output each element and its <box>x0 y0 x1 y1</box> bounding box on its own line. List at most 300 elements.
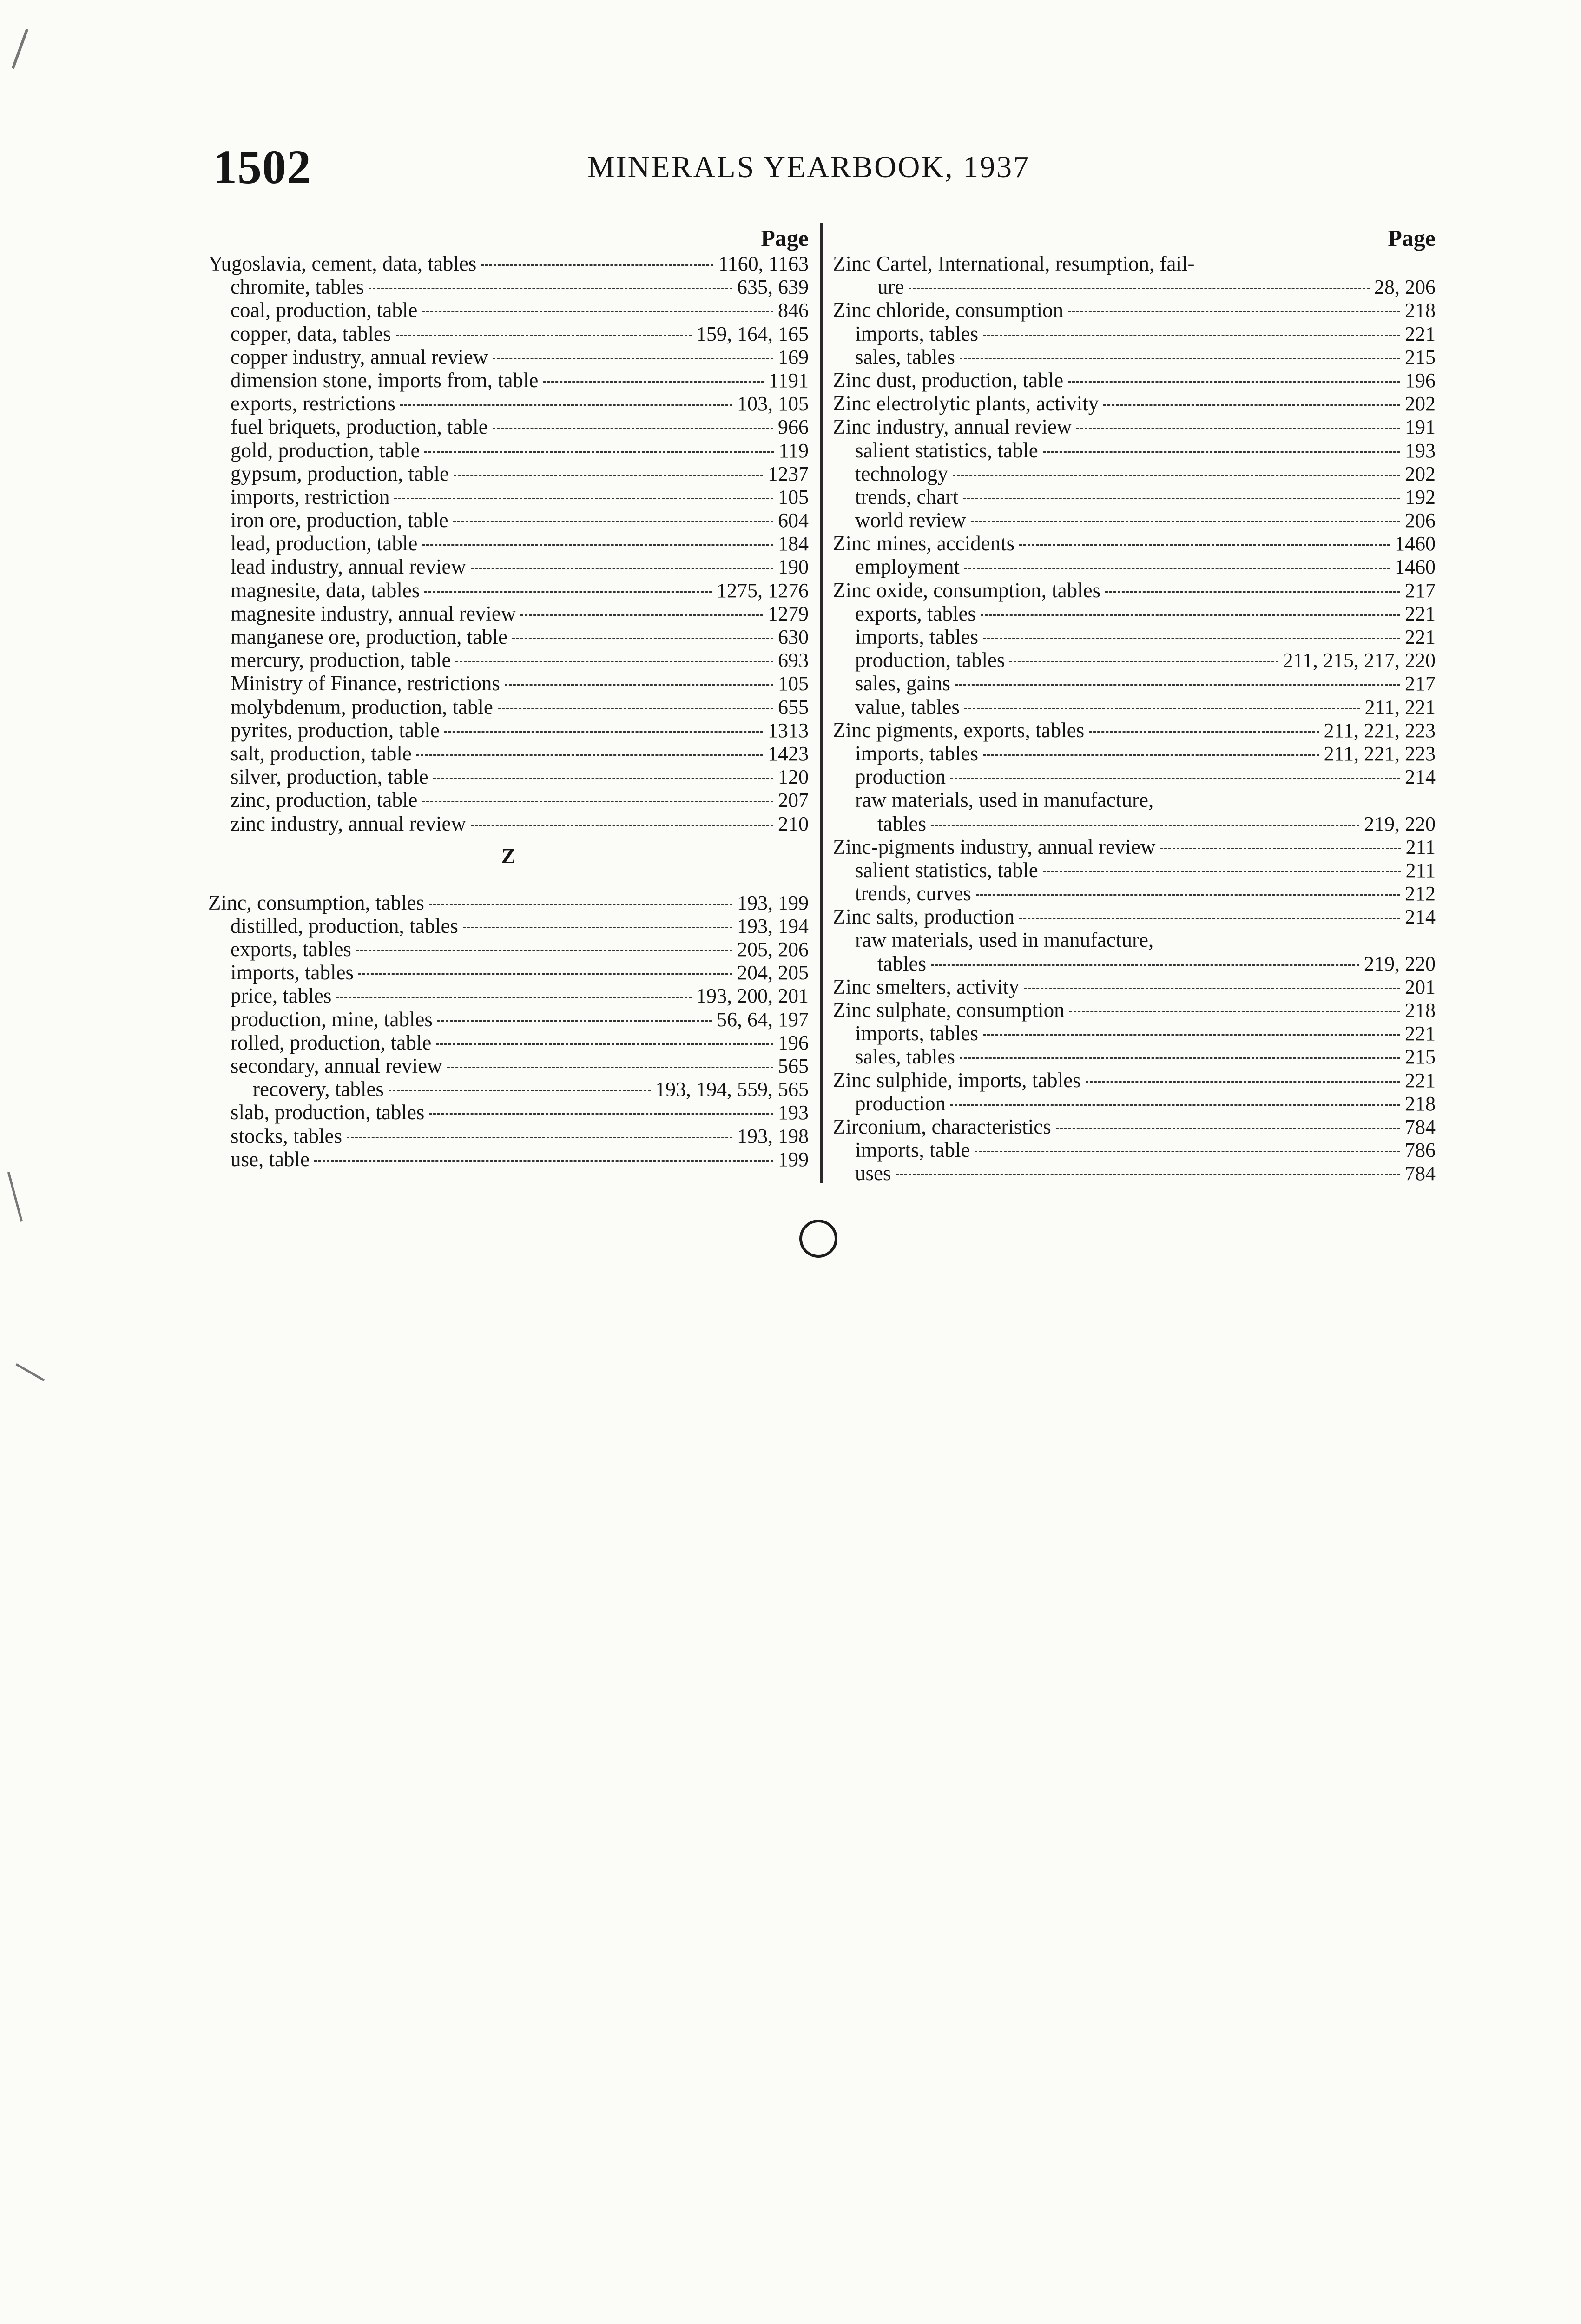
index-entry <box>833 1138 1436 1162</box>
index-entry-text: distilled, production, tables <box>231 914 458 938</box>
index-entry <box>833 1115 1436 1138</box>
index-entry <box>208 812 809 835</box>
index-entry-text: production, mine, tables <box>231 1007 433 1031</box>
index-entry-text: Zinc-pigments industry, annual review <box>833 835 1156 858</box>
page-reference: 120 <box>778 766 809 789</box>
index-entry-text: imports, restriction <box>231 485 390 508</box>
index-entry-text: uses <box>855 1162 891 1185</box>
page-reference: 193 <box>778 1101 809 1124</box>
index-entry <box>833 905 1436 928</box>
page-reference: 214 <box>1405 905 1436 929</box>
page-reference: 1275, 1276 <box>717 579 809 602</box>
index-entry <box>833 322 1436 345</box>
end-of-index-circle-mark <box>799 1220 837 1258</box>
index-entry-text: sales, tables <box>855 345 955 369</box>
index-entry <box>833 345 1436 369</box>
index-entry-text: Zinc pigments, exports, tables <box>833 718 1085 742</box>
page-reference: 212 <box>1405 882 1436 905</box>
index-entry-text: imports, tables <box>231 961 354 984</box>
dot-leader <box>424 591 712 593</box>
index-entry <box>833 858 1436 882</box>
index-entry <box>208 275 809 298</box>
index-entry <box>833 952 1436 975</box>
dot-leader <box>960 1057 1400 1059</box>
dot-leader <box>394 498 773 499</box>
index-entry-text: magnesite industry, annual review <box>231 601 516 625</box>
page-reference: 215 <box>1405 345 1436 369</box>
index-entry-text: silver, production, table <box>231 765 428 789</box>
page-reference: 202 <box>1405 392 1436 416</box>
index-entry <box>833 928 1436 951</box>
index-entry <box>208 1124 809 1148</box>
index-entry-text: exports, tables <box>855 601 976 625</box>
index-entry-text: fuel briquets, production, table <box>231 415 488 439</box>
index-entry <box>208 914 809 938</box>
page-reference: 119 <box>778 439 809 462</box>
dot-leader <box>471 825 773 826</box>
index-entry <box>833 648 1436 672</box>
index-entry <box>208 1008 809 1031</box>
page-number: 1502 <box>213 140 311 194</box>
index-entry <box>833 975 1436 998</box>
index-column-left <box>208 224 809 1171</box>
page-reference: 221 <box>1405 1022 1436 1045</box>
page-reference: 1160, 1163 <box>718 252 809 275</box>
index-entry <box>833 1045 1436 1068</box>
index-entry <box>208 252 809 275</box>
index-entry-text: world review <box>855 508 966 532</box>
page-reference: 191 <box>1405 416 1436 439</box>
page-reference: 211 <box>1405 858 1436 882</box>
index-entry <box>208 462 809 485</box>
page-reference: 221 <box>1405 602 1436 625</box>
index-entry <box>208 695 809 719</box>
dot-leader <box>931 964 1359 966</box>
index-entry-text: value, tables <box>855 695 960 719</box>
index-entry-text: zinc industry, annual review <box>231 812 466 835</box>
index-entry-text: price, tables <box>231 984 332 1008</box>
index-entry <box>833 998 1436 1022</box>
index-entry <box>833 555 1436 578</box>
index-entry <box>833 275 1436 298</box>
page-reference: 786 <box>1405 1139 1436 1162</box>
dot-leader <box>424 451 774 453</box>
index-entry <box>208 555 809 578</box>
index-entry-text: Zinc dust, production, table <box>833 368 1064 392</box>
index-entry-text: raw materials, used in manufacture, <box>855 788 1154 812</box>
dot-leader <box>416 754 763 756</box>
index-entry-text: lead, production, table <box>231 532 418 555</box>
index-entry-text: Zinc oxide, consumption, tables <box>833 578 1101 602</box>
page-reference: 190 <box>778 555 809 579</box>
dot-leader <box>433 778 773 779</box>
dot-leader <box>447 1067 773 1068</box>
index-entry-text: Zinc salts, production <box>833 905 1015 929</box>
scan-speck <box>7 1172 23 1222</box>
index-entry <box>833 625 1436 648</box>
index-entry-text: Zinc sulphate, consumption <box>833 998 1065 1022</box>
page-reference: 103, 105 <box>737 392 809 416</box>
index-entry-text: dimension stone, imports from, table <box>231 368 539 392</box>
dot-leader <box>471 568 773 569</box>
index-entry <box>208 1101 809 1124</box>
index-entry-text: salient statistics, table <box>855 858 1038 882</box>
dot-leader <box>909 288 1370 289</box>
index-entry-text: Zinc chloride, consumption <box>833 298 1064 322</box>
dot-leader <box>981 614 1400 616</box>
index-entry-text: imports, tables <box>855 625 978 648</box>
dot-leader <box>964 568 1390 569</box>
index-entry-text: copper, data, tables <box>231 322 391 345</box>
page-reference: 169 <box>778 345 809 369</box>
page-reference: 105 <box>778 485 809 508</box>
index-entry <box>833 579 1436 602</box>
running-head: MINERALS YEARBOOK, 1937 <box>587 150 1030 184</box>
dot-leader <box>389 1090 651 1091</box>
dot-leader <box>455 661 773 662</box>
index-entry-text: trends, curves <box>855 882 971 905</box>
index-entry-text: salt, production, table <box>231 741 412 765</box>
dot-leader <box>493 428 773 429</box>
index-entry <box>833 672 1436 695</box>
dot-leader <box>950 778 1400 779</box>
index-entry <box>208 392 809 415</box>
index-entry <box>833 1022 1436 1045</box>
index-entry <box>208 415 809 438</box>
dot-leader <box>983 335 1400 336</box>
dot-leader <box>505 684 773 686</box>
page-reference: 219, 220 <box>1364 812 1436 835</box>
page-reference: 184 <box>778 532 809 555</box>
dot-leader <box>955 684 1400 686</box>
index-entry-text: technology <box>855 462 948 485</box>
dot-leader <box>444 731 763 733</box>
dot-leader <box>396 335 692 336</box>
index-entry-text: Zinc Cartel, International, resumption, fail- <box>833 252 1195 275</box>
page-reference: 193, 194 <box>737 914 809 938</box>
index-entry-text: employment <box>855 555 960 579</box>
index-entry <box>208 742 809 765</box>
page-reference: 159, 164, 165 <box>696 322 809 345</box>
page-reference: 219, 220 <box>1364 952 1436 975</box>
dot-leader <box>437 1020 712 1022</box>
page-reference: 218 <box>1405 999 1436 1022</box>
index-entry-text: Zirconium, characteristics <box>833 1115 1051 1138</box>
index-entry <box>208 788 809 812</box>
index-entry-text: Zinc electrolytic plants, activity <box>833 392 1099 416</box>
page-reference: 221 <box>1405 626 1436 648</box>
page-column-heading: Page <box>1388 225 1436 251</box>
index-entry-text: Zinc smelters, activity <box>833 975 1020 998</box>
index-entry <box>833 812 1436 835</box>
index-entry-text: chromite, tables <box>231 275 364 299</box>
page-reference: 201 <box>1405 975 1436 998</box>
index-entry <box>833 532 1436 555</box>
index-entry <box>833 252 1436 275</box>
dot-leader <box>347 1137 732 1138</box>
index-entry-text: tables <box>877 812 926 835</box>
index-entry-text: molybdenum, production, table <box>231 695 493 719</box>
index-entry <box>833 695 1436 719</box>
page-reference: 193, 198 <box>737 1124 809 1148</box>
dot-leader <box>336 997 692 998</box>
page-reference: 199 <box>778 1148 809 1171</box>
page-reference: 784 <box>1405 1162 1436 1185</box>
page-reference: 56, 64, 197 <box>717 1008 809 1031</box>
index-entry <box>208 579 809 602</box>
index-entry <box>208 532 809 555</box>
dot-leader <box>983 1034 1400 1036</box>
index-entry-text: iron ore, production, table <box>231 508 448 532</box>
page-reference: 196 <box>1405 369 1436 392</box>
page-reference: 966 <box>778 416 809 439</box>
dot-leader <box>498 708 773 709</box>
page-reference: 221 <box>1405 322 1436 345</box>
index-entry-text: Zinc mines, accidents <box>833 532 1015 555</box>
index-entry-text: exports, tables <box>231 938 351 961</box>
dot-leader <box>1160 848 1401 849</box>
page-reference: 217 <box>1405 579 1436 602</box>
page-reference: 221 <box>1405 1069 1436 1092</box>
page-reference: 211 <box>1405 835 1436 858</box>
page-reference: 210 <box>778 812 809 835</box>
dot-leader <box>1105 591 1400 593</box>
index-entry-text: manganese ore, production, table <box>231 625 508 648</box>
index-entry-text: imports, table <box>855 1138 970 1162</box>
index-entry <box>208 1077 809 1101</box>
dot-leader <box>1019 918 1400 919</box>
page-reference: 846 <box>778 299 809 322</box>
dot-leader <box>1043 451 1400 453</box>
index-entries-zinc-compounds <box>833 252 1436 1185</box>
dot-leader <box>436 1043 773 1045</box>
index-entry-text: production <box>855 1091 946 1115</box>
index-entry-text: imports, tables <box>855 1022 978 1045</box>
page-reference: 565 <box>778 1055 809 1077</box>
index-entry <box>208 369 809 392</box>
dot-leader <box>422 544 773 546</box>
dot-leader <box>1076 428 1400 429</box>
index-entry <box>208 508 809 532</box>
dot-leader <box>429 1113 773 1115</box>
page-reference: 1460 <box>1395 532 1436 555</box>
page-reference: 211, 221, 223 <box>1324 742 1436 765</box>
index-entry-text: production <box>855 765 946 789</box>
page-reference: 218 <box>1405 299 1436 322</box>
dot-leader <box>463 927 732 928</box>
index-entry <box>208 765 809 788</box>
index-entry <box>208 485 809 508</box>
index-entry <box>208 961 809 984</box>
index-entry <box>208 672 809 695</box>
index-entry-text: Zinc, consumption, tables <box>208 891 424 914</box>
dot-leader <box>314 1160 773 1162</box>
index-entries-yugoslavia <box>208 252 809 835</box>
index-column-right <box>833 224 1436 1185</box>
index-entry <box>833 602 1436 625</box>
page-reference: 693 <box>778 649 809 672</box>
dot-leader <box>971 521 1400 522</box>
index-entry <box>833 298 1436 322</box>
page-reference: 193 <box>1405 439 1436 462</box>
dot-leader <box>1068 381 1400 383</box>
dot-leader <box>422 311 773 312</box>
page-reference: 218 <box>1405 1092 1436 1115</box>
dot-leader <box>976 894 1400 896</box>
index-entry <box>833 415 1436 438</box>
index-entry <box>208 984 809 1007</box>
index-entry <box>208 1148 809 1171</box>
index-entry <box>208 602 809 625</box>
index-entry-text: lead industry, annual review <box>231 555 466 579</box>
index-entry-text: production, tables <box>855 648 1005 672</box>
index-entry <box>208 891 809 914</box>
page-reference: 207 <box>778 789 809 812</box>
index-entry <box>208 1031 809 1054</box>
index-entry-text: magnesite, data, tables <box>231 578 420 602</box>
index-entry-text: Ministry of Finance, restrictions <box>231 672 500 695</box>
page-reference: 193, 194, 559, 565 <box>655 1078 809 1101</box>
index-entry <box>833 369 1436 392</box>
index-entry-text: zinc, production, table <box>231 788 418 812</box>
page-reference: 1237 <box>768 462 809 485</box>
index-entry <box>833 719 1436 742</box>
page-reference: 1460 <box>1395 555 1436 579</box>
index-entry <box>833 882 1436 905</box>
index-entry-text: Zinc industry, annual review <box>833 415 1072 439</box>
page-reference: 193, 199 <box>737 891 809 914</box>
dot-leader <box>983 638 1400 639</box>
dot-leader <box>1056 1128 1400 1129</box>
dot-leader <box>493 358 773 359</box>
dot-leader <box>1086 1081 1400 1083</box>
dot-leader <box>429 904 732 905</box>
index-entry <box>833 462 1436 485</box>
index-entry-text: stocks, tables <box>231 1124 342 1148</box>
dot-leader <box>543 381 764 383</box>
dot-leader <box>931 825 1359 826</box>
dot-leader <box>358 973 732 975</box>
index-entry-text: imports, tables <box>855 741 978 765</box>
index-entry <box>833 1069 1436 1092</box>
dot-leader <box>960 358 1400 359</box>
index-entry <box>208 719 809 742</box>
dot-leader <box>1103 404 1400 406</box>
index-entry-text: raw materials, used in manufacture, <box>855 928 1154 952</box>
page-reference: 630 <box>778 626 809 648</box>
page-reference: 193, 200, 201 <box>696 984 809 1008</box>
index-entry-text: salient statistics, table <box>855 438 1038 462</box>
page-reference: 211, 221 <box>1364 695 1436 719</box>
index-entry-text: gold, production, table <box>231 438 420 462</box>
dot-leader <box>520 614 763 616</box>
index-entry-text: pyrites, production, table <box>231 718 440 742</box>
dot-leader <box>953 475 1400 476</box>
index-entry-text: trends, chart <box>855 485 959 508</box>
index-entry <box>833 485 1436 508</box>
index-entry <box>833 835 1436 858</box>
index-entry-text: Yugoslavia, cement, data, tables <box>208 252 477 275</box>
index-entry <box>833 765 1436 788</box>
page-reference: 204, 205 <box>737 961 809 984</box>
page-reference: 211, 215, 217, 220 <box>1283 649 1436 672</box>
index-entry <box>833 1162 1436 1185</box>
index-entry <box>208 345 809 369</box>
dot-leader <box>983 754 1319 756</box>
column-divider <box>820 223 823 1183</box>
dot-leader <box>453 521 773 522</box>
index-entry-text: exports, restrictions <box>231 392 395 416</box>
dot-leader <box>964 708 1360 709</box>
index-entry <box>833 742 1436 765</box>
page-reference: 211, 221, 223 <box>1324 719 1436 742</box>
page-reference: 1313 <box>768 719 809 742</box>
index-entry-text: copper industry, annual review <box>231 345 488 369</box>
dot-leader <box>356 950 732 951</box>
index-entry <box>208 1054 809 1077</box>
page-reference: 28, 206 <box>1374 276 1436 299</box>
index-entries-zinc <box>208 891 809 1171</box>
index-entry <box>208 439 809 462</box>
page-reference: 192 <box>1405 485 1436 508</box>
page-reference: 1191 <box>768 369 809 392</box>
index-entry-text: sales, gains <box>855 672 950 695</box>
dot-leader <box>975 1151 1400 1152</box>
index-entry <box>208 648 809 672</box>
page-reference: 604 <box>778 509 809 532</box>
dot-leader <box>400 404 732 406</box>
index-entry-text: slab, production, tables <box>231 1101 425 1124</box>
page-column-heading: Page <box>761 225 809 251</box>
index-entry-text: rolled, production, table <box>231 1030 432 1054</box>
page-reference: 214 <box>1405 766 1436 789</box>
index-entry <box>208 298 809 322</box>
index-entry <box>833 788 1436 812</box>
dot-leader <box>481 264 713 266</box>
index-entry-text: ure <box>877 275 904 299</box>
page-reference: 655 <box>778 695 809 719</box>
page-reference: 635, 639 <box>737 276 809 299</box>
page-reference: 1279 <box>768 602 809 625</box>
index-entry-text: sales, tables <box>855 1045 955 1069</box>
page-reference: 196 <box>778 1031 809 1054</box>
page-reference: 215 <box>1405 1045 1436 1069</box>
dot-leader <box>950 1104 1400 1106</box>
index-entry-text: imports, tables <box>855 322 978 345</box>
index-entry-text: secondary, annual review <box>231 1054 442 1077</box>
dot-leader <box>1009 661 1278 662</box>
dot-leader <box>1089 731 1319 733</box>
index-entry-text: mercury, production, table <box>231 648 451 672</box>
index-entry <box>833 1092 1436 1115</box>
page-reference: 205, 206 <box>737 938 809 961</box>
dot-leader <box>1043 871 1401 872</box>
dot-leader <box>1069 1011 1400 1012</box>
dot-leader <box>369 288 732 289</box>
dot-leader <box>454 475 763 476</box>
index-entry <box>208 625 809 648</box>
dot-leader <box>1068 311 1400 312</box>
index-entry <box>208 938 809 961</box>
index-entry-text: tables <box>877 951 926 975</box>
dot-leader <box>512 638 773 639</box>
page-reference: 202 <box>1405 462 1436 485</box>
page-reference: 1423 <box>768 742 809 765</box>
index-entry-text: Zinc sulphide, imports, tables <box>833 1068 1081 1092</box>
dot-leader <box>1019 544 1390 546</box>
section-letter: Z <box>501 844 516 868</box>
page-reference: 105 <box>778 672 809 695</box>
